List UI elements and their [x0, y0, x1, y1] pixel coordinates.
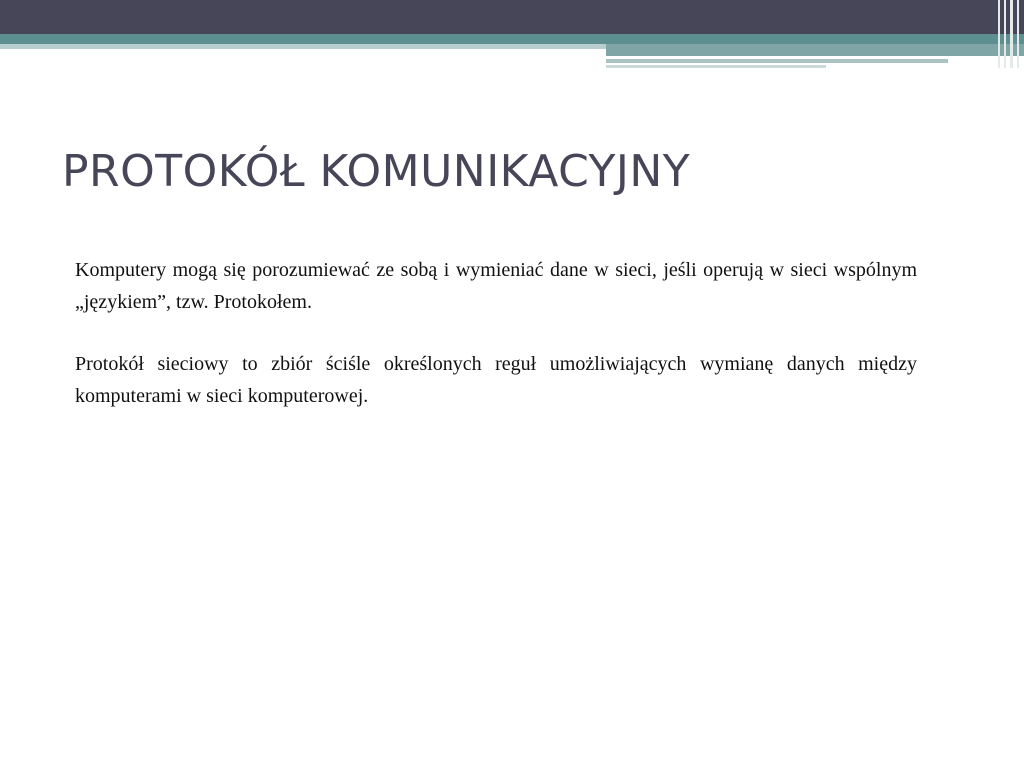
body-paragraph: Protokół sieciowy to zbiór ściśle określonych reguł umożliwiających wymianę danych między komputerami w sieci komputerowej.	[75, 353, 917, 407]
header-accent-block	[606, 44, 1024, 56]
header-accent-line	[606, 59, 948, 63]
slide-title: PROTOKÓŁ KOMUNIKACYJNY	[62, 146, 691, 197]
slide-body	[75, 254, 917, 412]
header-band-dark	[0, 0, 1024, 34]
header-stripes	[994, 0, 1024, 68]
header-band-teal	[0, 34, 1024, 44]
header-accent-line	[606, 65, 826, 68]
body-paragraph: Komputery mogą się porozumiewać ze sobą i wymieniać dane w sieci, jeśli operują w sieci wspólnym „językiem”, tzw. Protokołem.	[75, 259, 917, 313]
